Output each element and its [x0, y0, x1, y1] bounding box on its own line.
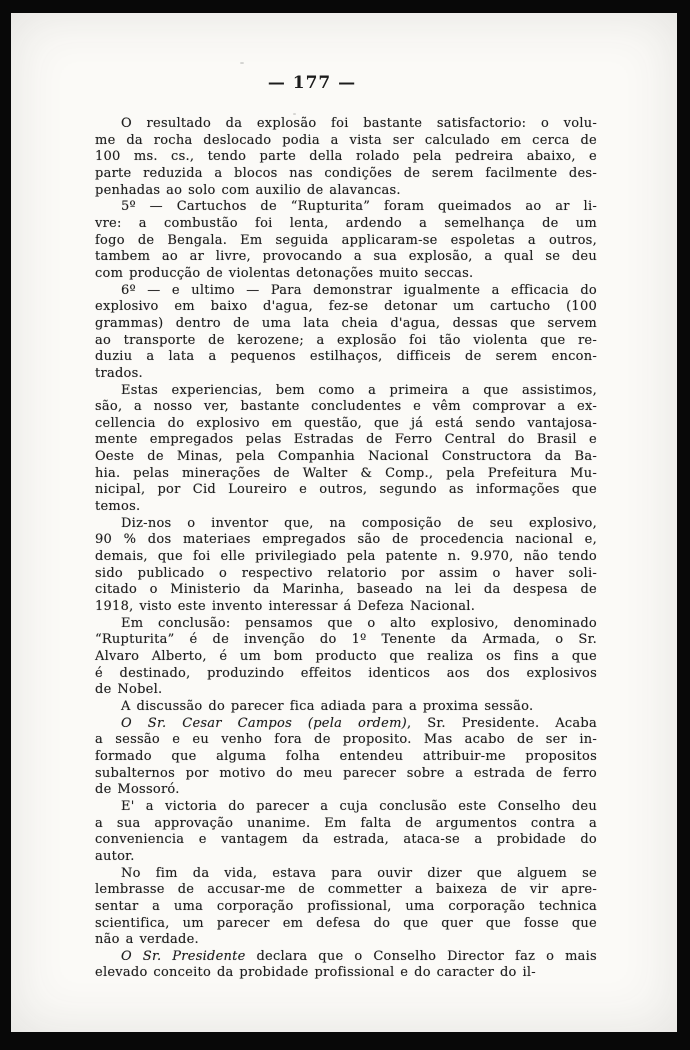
text-line: scientifica, um parecer em defesa do que quer que fosse que — [95, 915, 597, 931]
document-page — [11, 13, 677, 1032]
scan-speck — [240, 62, 244, 64]
scan-speck — [429, 703, 432, 706]
text-line: formado que alguma folha entendeu attribuir-me propositos — [95, 748, 597, 764]
text-line: ao transporte de kerozene; a explosão foi tão violenta que re- — [95, 332, 597, 348]
page-number: — 177 — — [267, 73, 357, 93]
text-line: de Nobel. — [95, 682, 163, 698]
text-line: “Rupturita” é de invenção do 1º Tenente da Armada, o Sr. — [95, 632, 597, 648]
text-line: hia. pelas minerações de Walter & Comp., pela Prefeitura Mu- — [95, 465, 597, 481]
text-line: Alvaro Alberto, é um bom producto que realiza os fins a que — [95, 649, 597, 664]
paragraph — [95, 516, 597, 616]
paragraph — [95, 383, 597, 516]
text-line: são, a nosso ver, bastante concludentes e vêm comprovar a ex- — [95, 399, 597, 415]
text-line: 6º — e ultimo — Para demonstrar igualmente a efficacia do — [121, 282, 597, 298]
text-line: explosivo em baixo d'agua, fez-se detonar um cartucho (100 — [95, 299, 597, 315]
text-line: cellencia do explosivo em questão, que já está sendo vantajosa- — [95, 415, 597, 431]
paragraph — [95, 799, 597, 866]
scan-speck — [293, 113, 296, 115]
text-line: fogo de Bengala. Em seguida applicaram-se espoletas a outros, — [95, 232, 597, 248]
paragraph — [95, 116, 597, 199]
scan-speck — [161, 941, 163, 943]
text-line: O Sr. Presidente declara que o Conselho Director faz o mais — [121, 948, 597, 964]
text-line: de Mossoró. — [95, 782, 180, 798]
paragraph — [95, 949, 597, 982]
text-line: temos. — [95, 499, 141, 515]
text-line: lembrasse de accusar-me de commetter a baixeza de vir apre- — [95, 882, 597, 898]
text-line: Diz-nos o inventor que, na composição de seu explosivo, — [121, 515, 597, 531]
text-line: não a verdade. — [95, 932, 199, 948]
text-line: nicipal, por Cid Loureiro e outros, segundo as informações que — [95, 482, 597, 498]
paragraph — [95, 616, 597, 699]
text-line: subalternos por motivo do meu parecer sobre a estrada de ferro — [95, 765, 597, 781]
text-line: E' a victoria do parecer a cuja conclusão este Conselho deu — [121, 798, 597, 814]
text-line: elevado conceito da probidade profissional e do caracter do il- — [95, 965, 536, 981]
scan-speck — [589, 401, 591, 403]
text-line: penhadas ao solo com auxilio de alavancas. — [95, 182, 401, 198]
paragraph — [95, 866, 597, 949]
text-line: Estas experiencias, bem como a primeira a que assistimos, — [121, 382, 597, 398]
text-block — [95, 116, 597, 982]
text-line: A discussão do parecer fica adiada para a proxima sessão. — [121, 698, 534, 714]
paragraph — [95, 199, 597, 282]
text-line: O resultado da explosão foi bastante satisfactorio: o volu- — [121, 116, 597, 131]
text-line: Oeste de Minas, pela Companhia Nacional Constructora da Ba- — [95, 449, 597, 465]
text-line: sido publicado o respectivo relatorio por assim o haver soli- — [95, 565, 597, 581]
text-line: vre: a combustão foi lenta, ardendo a semelhança de um — [95, 215, 597, 231]
paragraph — [95, 283, 597, 383]
text-line: O Sr. Cesar Campos (pela ordem), Sr. Presidente. Acaba — [121, 715, 597, 731]
text-line: me da rocha deslocado podia a vista ser calculado em cerca de — [95, 132, 597, 148]
text-line: com producção de violentas detonações muito seccas. — [95, 265, 474, 281]
text-line: mente empregados pelas Estradas de Ferro Central do Brasil e — [95, 432, 597, 448]
text-line: a sua approvação unanime. Em falta de argumentos contra a — [95, 815, 597, 831]
text-line: sentar a uma corporação profissional, uma corporação technica — [95, 898, 597, 914]
text-line: parte reduzida a blocos nas condições de serem facilmente des- — [95, 165, 597, 181]
text-line: 5º — Cartuchos de “Rupturita” foram queimados ao ar li- — [121, 199, 597, 215]
text-line: trados. — [95, 365, 143, 381]
text-line: 100 ms. cs., tendo parte della rolado pela pedreira abaixo, e — [95, 149, 597, 165]
text-line: duziu a lata a pequenos estilhaços, difficeis de serem encon- — [95, 349, 597, 365]
text-line: tambem ao ar livre, provocando a sua explosão, a qual se deu — [95, 249, 597, 265]
text-line: citado o Ministerio da Marinha, baseado na lei da despesa de — [95, 582, 597, 598]
text-line: No fim da vida, estava para ouvir dizer que alguem se — [121, 865, 597, 881]
text-line: a sessão e eu venho fora de proposito. Mas acabo de ser in- — [95, 732, 597, 748]
text-line: 1918, visto este invento interessar á Defeza Nacional. — [95, 599, 476, 615]
text-line: autor. — [95, 848, 135, 864]
text-line: 90 % dos materiaes empregados são de procedencia nacional e, — [95, 532, 597, 548]
paragraph — [95, 699, 597, 716]
paragraph — [95, 716, 597, 799]
text-line: Em conclusão: pensamos que o alto explosivo, denominado — [121, 615, 597, 631]
text-line: grammas) dentro de uma lata cheia d'agua, dessas que servem — [95, 315, 597, 331]
text-line: demais, que foi elle privilegiado pela patente n. 9.970, não tendo — [95, 549, 597, 565]
text-line: conveniencia e vantagem da estrada, ataca-se a probidade do — [95, 832, 597, 848]
text-line: é destinado, produzindo effeitos identicos aos dos explosivos — [95, 665, 597, 681]
